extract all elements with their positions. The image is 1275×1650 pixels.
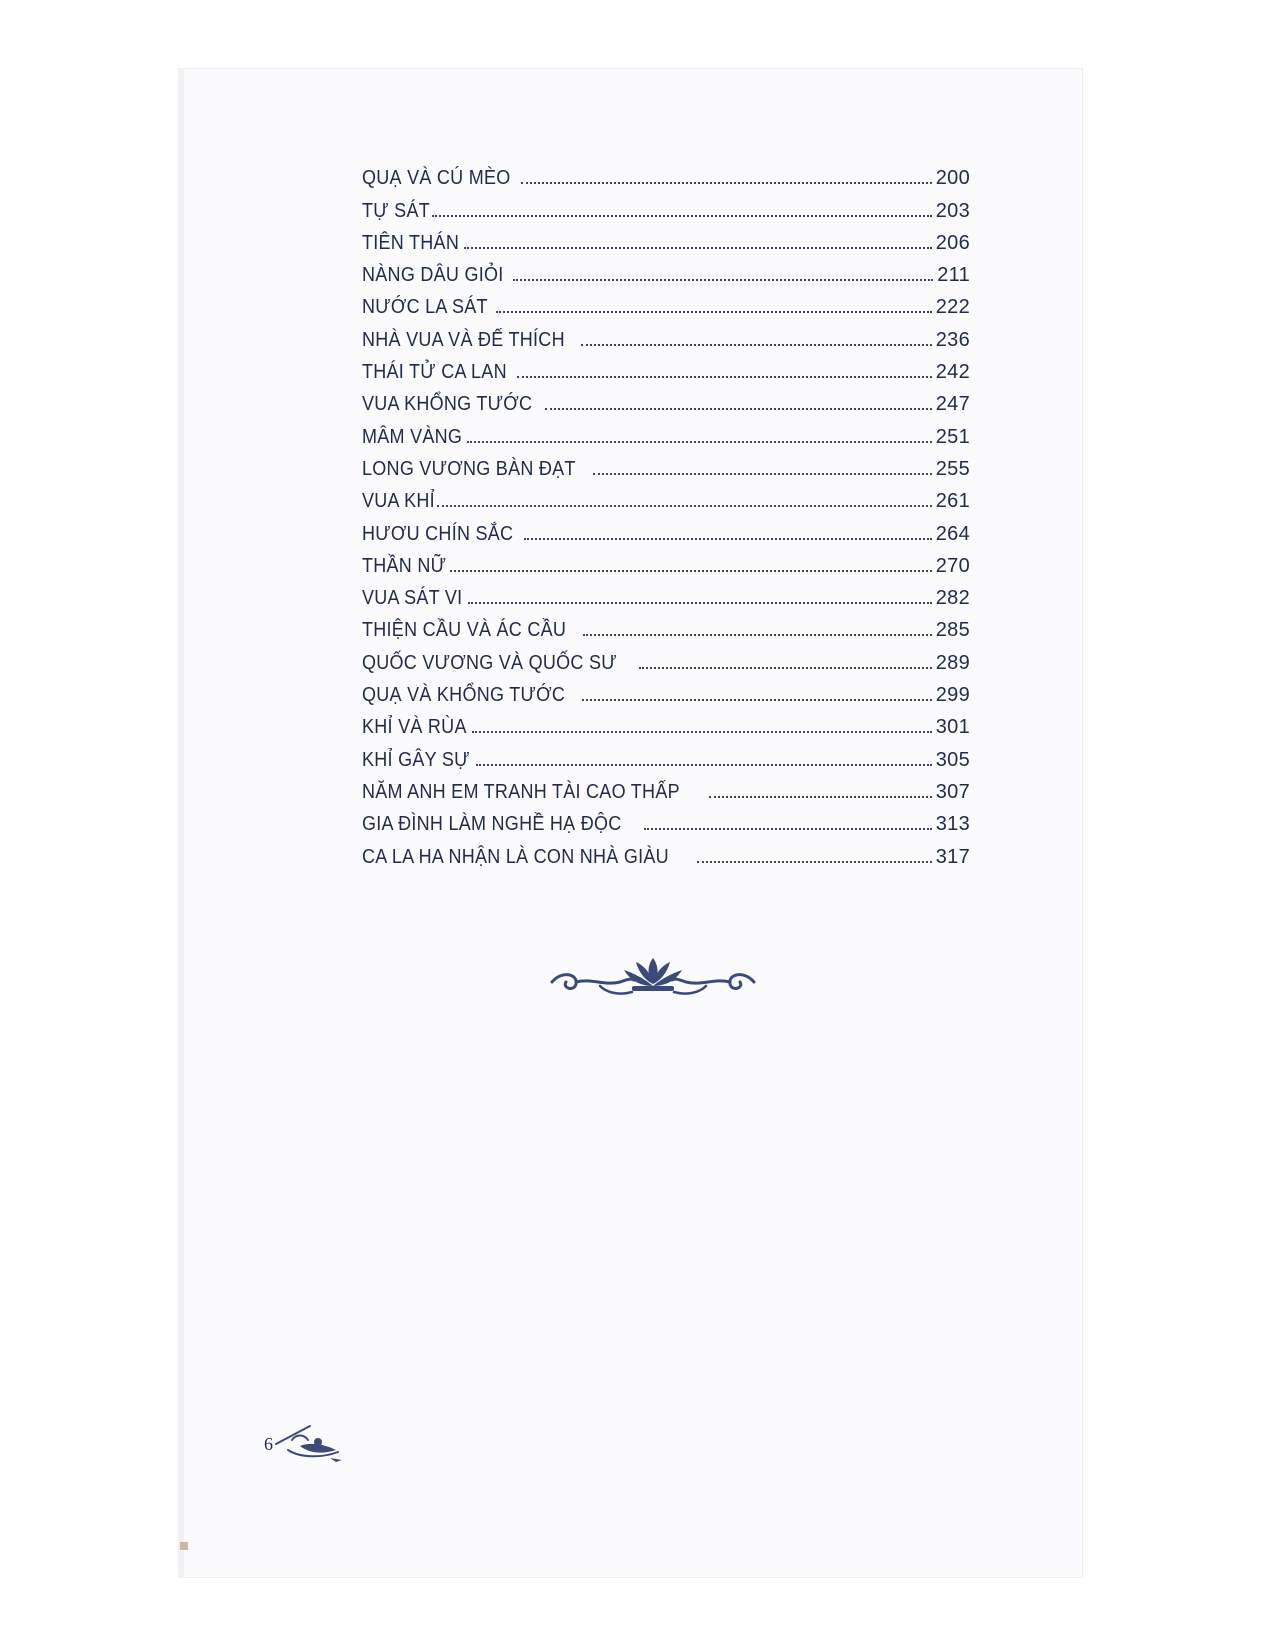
toc-entry-page: 255 bbox=[935, 457, 970, 480]
toc-entry bbox=[362, 190, 970, 222]
toc-entry-title: TIÊN THÁN bbox=[362, 231, 460, 254]
toc-entry-page: 301 bbox=[935, 716, 970, 739]
toc-entry-title: KHỈ VÀ RÙA bbox=[362, 716, 467, 739]
toc-entry-title: VUA KHỈ bbox=[362, 490, 435, 513]
rowing-boat-icon bbox=[270, 1422, 350, 1464]
toc-entry-title: NĂM ANH EM TRANH TÀI CAO THẤP bbox=[362, 780, 680, 803]
toc-entry-title: NÀNG DÂU GIỎI bbox=[362, 264, 504, 287]
toc-entry-title: GIA ĐÌNH LÀM NGHỀ HẠ ĐỘC bbox=[362, 813, 622, 836]
toc-entry-page: 222 bbox=[935, 296, 970, 319]
toc-entry-title: THÁI TỬ CA LAN bbox=[362, 361, 507, 384]
lotus-scroll-ornament-icon bbox=[548, 952, 758, 998]
toc-entry-title: TỰ SÁT bbox=[362, 199, 431, 222]
toc-leader-dots bbox=[521, 182, 932, 184]
toc-leader-dots bbox=[450, 570, 932, 572]
toc-entry bbox=[362, 416, 970, 448]
toc-leader-dots bbox=[467, 441, 931, 443]
toc-entry-page: 251 bbox=[935, 425, 970, 448]
toc-entry bbox=[362, 739, 970, 771]
toc-entry-page: 282 bbox=[935, 587, 970, 610]
toc-leader-dots bbox=[517, 376, 932, 378]
toc-entry-title: QUỐC VƯƠNG VÀ QUỐC SƯ bbox=[362, 651, 617, 674]
toc-leader-dots bbox=[581, 344, 931, 346]
toc-entry bbox=[362, 642, 970, 674]
toc-entry-title: THẦN NỮ bbox=[362, 554, 447, 577]
toc-entry-page: 289 bbox=[935, 651, 970, 674]
toc-entry bbox=[362, 675, 970, 707]
table-of-contents bbox=[362, 158, 970, 869]
toc-entry bbox=[362, 804, 970, 836]
toc-entry-page: 317 bbox=[935, 845, 970, 868]
toc-leader-dots bbox=[464, 247, 932, 249]
toc-entry-title: QUẠ VÀ CÚ MÈO bbox=[362, 167, 511, 190]
toc-entry bbox=[362, 707, 970, 739]
page-number: 6 bbox=[264, 1434, 273, 1454]
toc-entry-page: 242 bbox=[935, 361, 970, 384]
toc-leader-dots bbox=[496, 311, 932, 313]
toc-entry bbox=[362, 158, 970, 190]
toc-entry-page: 305 bbox=[935, 748, 970, 771]
toc-entry-title: NƯỚC LA SÁT bbox=[362, 296, 488, 319]
toc-entry bbox=[362, 255, 970, 287]
toc-leader-dots bbox=[432, 215, 932, 217]
toc-entry-title: CA LA HA NHẬN LÀ CON NHÀ GIÀU bbox=[362, 845, 669, 868]
toc-entry-page: 247 bbox=[935, 393, 970, 416]
toc-entry-page: 299 bbox=[935, 684, 970, 707]
toc-leader-dots bbox=[545, 408, 932, 410]
toc-entry-title: MÂM VÀNG bbox=[362, 425, 463, 448]
toc-entry-page: 203 bbox=[935, 199, 970, 222]
toc-entry-title: VUA KHỔNG TƯỚC bbox=[362, 393, 533, 416]
toc-entry bbox=[362, 546, 970, 578]
toc-leader-dots bbox=[524, 538, 932, 540]
toc-entry-page: 285 bbox=[935, 619, 970, 642]
toc-leader-dots bbox=[472, 731, 931, 733]
toc-entry-page: 211 bbox=[937, 264, 970, 287]
toc-leader-dots bbox=[697, 861, 932, 863]
toc-leader-dots bbox=[639, 667, 932, 669]
toc-leader-dots bbox=[644, 828, 931, 830]
toc-entry-title: LONG VƯƠNG BÀN ĐẠT bbox=[362, 457, 576, 480]
toc-entry bbox=[362, 352, 970, 384]
toc-leader-dots bbox=[468, 602, 932, 604]
page-binding-edge bbox=[178, 68, 184, 1578]
toc-entry-page: 264 bbox=[935, 522, 970, 545]
toc-entry-title: VUA SÁT VI bbox=[362, 587, 463, 610]
toc-leader-dots bbox=[582, 699, 932, 701]
toc-entry-page: 313 bbox=[935, 813, 970, 836]
toc-entry bbox=[362, 384, 970, 416]
toc-entry-page: 206 bbox=[935, 231, 970, 254]
toc-entry bbox=[362, 319, 970, 351]
toc-leader-dots bbox=[709, 796, 932, 798]
toc-leader-dots bbox=[437, 505, 932, 507]
toc-entry bbox=[362, 481, 970, 513]
toc-leader-dots bbox=[476, 764, 932, 766]
paper-spot bbox=[180, 1542, 188, 1550]
toc-entry-title: NHÀ VUA VÀ ĐẾ THÍCH bbox=[362, 328, 565, 351]
toc-entry-page: 261 bbox=[935, 490, 970, 513]
toc-entry-page: 200 bbox=[935, 167, 970, 190]
toc-leader-dots bbox=[583, 634, 932, 636]
toc-entry bbox=[362, 449, 970, 481]
toc-entry-title: THIỆN CẦU VÀ ÁC CẦU bbox=[362, 619, 567, 642]
toc-entry bbox=[362, 223, 970, 255]
toc-entry-page: 270 bbox=[935, 554, 970, 577]
toc-leader-dots bbox=[593, 473, 931, 475]
toc-entry-title: HƯƠU CHÍN SẮC bbox=[362, 522, 514, 545]
toc-leader-dots bbox=[513, 279, 933, 281]
toc-entry-page: 307 bbox=[935, 780, 970, 803]
toc-entry bbox=[362, 287, 970, 319]
toc-entry-title: QUẠ VÀ KHỔNG TƯỚC bbox=[362, 684, 566, 707]
toc-entry-title: KHỈ GÂY SỰ bbox=[362, 748, 470, 771]
toc-entry bbox=[362, 610, 970, 642]
toc-entry bbox=[362, 772, 970, 804]
toc-entry bbox=[362, 513, 970, 545]
toc-entry bbox=[362, 578, 970, 610]
toc-entry-page: 236 bbox=[935, 328, 970, 351]
toc-entry bbox=[362, 836, 970, 868]
